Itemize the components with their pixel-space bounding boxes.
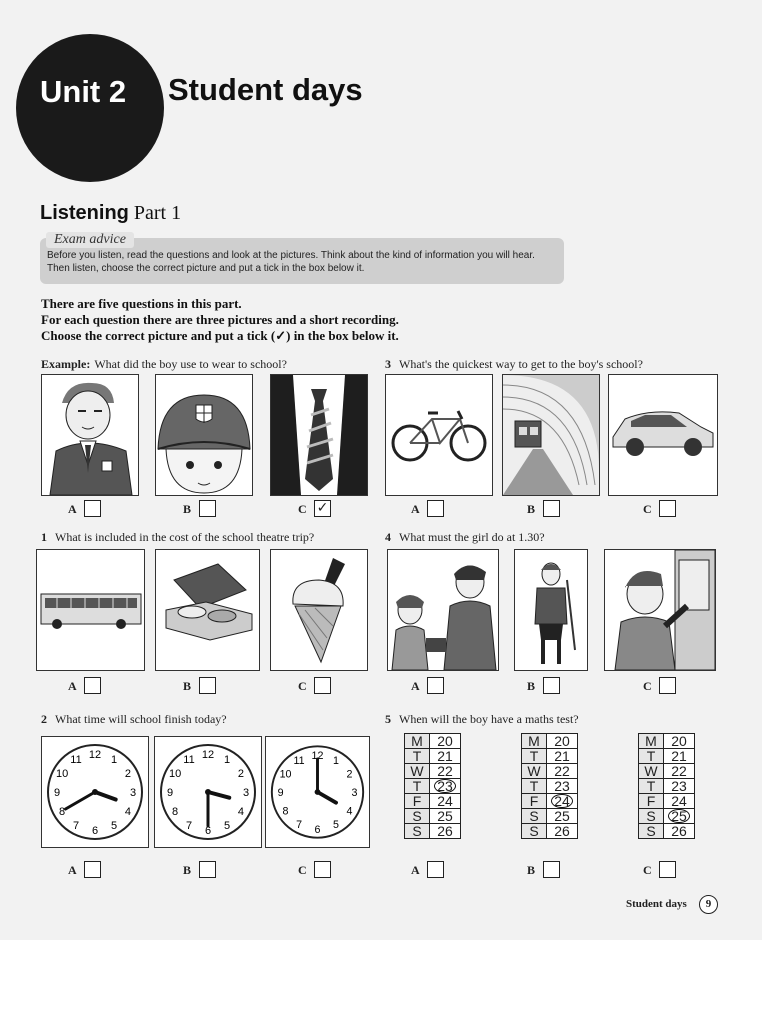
- picture-bicycle: [385, 374, 493, 496]
- picture-clock-a: [41, 736, 149, 848]
- calendar-date: 23: [547, 779, 578, 794]
- picture-clock-b: [154, 736, 262, 848]
- calendar-row: [522, 824, 578, 839]
- instruction-line-3: Choose the correct picture and put a tick (✓) in the box below it.: [41, 328, 399, 343]
- calendar-row: [522, 794, 578, 809]
- calendar-date: 25: [430, 809, 461, 824]
- clock-numeral: 10: [279, 768, 292, 781]
- answer-checkbox-4-a[interactable]: [427, 677, 444, 694]
- circled-date: 25: [668, 809, 690, 823]
- clock-numeral: 7: [296, 818, 303, 831]
- calendar-day: S: [522, 824, 547, 839]
- question-text: What's the quickest way to get to the boy's school?: [399, 357, 643, 371]
- option-c-label: C: [298, 502, 307, 516]
- answer-checkbox-example-b[interactable]: [199, 500, 216, 517]
- calendar-day: F: [522, 794, 547, 809]
- question-text: What is included in the cost of the school theatre trip?: [55, 530, 315, 544]
- circled-date: 23: [434, 779, 456, 793]
- question-number: 5: [385, 712, 391, 726]
- question-1: [41, 530, 314, 545]
- calendar-day: T: [405, 749, 430, 764]
- calendar-date: 20: [430, 734, 461, 749]
- unit-label: Unit 2: [40, 74, 127, 109]
- clock-numeral: 8: [172, 806, 179, 818]
- option-a-label: A: [68, 679, 77, 693]
- calendar-day: T: [639, 779, 664, 794]
- calendar-row: [639, 749, 695, 764]
- answer-checkbox-4-c[interactable]: [659, 677, 676, 694]
- option-c-label: C: [643, 502, 652, 516]
- clock-numeral: 12: [201, 749, 215, 761]
- clock-numeral: 5: [110, 819, 118, 832]
- calendar-row: [405, 809, 461, 824]
- option-a-label: A: [68, 863, 77, 877]
- picture-ice-cream: [270, 549, 368, 671]
- picture-car: [608, 374, 718, 496]
- clock-numeral: 8: [282, 805, 289, 818]
- answer-checkbox-example-c[interactable]: ✓: [314, 500, 331, 517]
- calendar-row: [405, 779, 461, 794]
- clock-numeral: 8: [59, 806, 66, 818]
- calendar-row: [405, 824, 461, 839]
- calendar-date: [664, 809, 695, 824]
- answer-checkbox-2-a[interactable]: [84, 861, 101, 878]
- answer-checkbox-5-a[interactable]: [427, 861, 444, 878]
- answer-checkbox-4-b[interactable]: [543, 677, 560, 694]
- exam-advice-label: Exam advice: [46, 232, 134, 248]
- calendar-row: [405, 764, 461, 779]
- calendar-day: T: [522, 779, 547, 794]
- picture-girl-hockey: [514, 549, 588, 671]
- question-5: [385, 712, 579, 727]
- section-title-part: Part 1: [133, 202, 182, 224]
- answer-checkbox-example-a[interactable]: [84, 500, 101, 517]
- option-b-label: B: [527, 679, 536, 693]
- calendar-row: [639, 764, 695, 779]
- calendar-date: 23: [664, 779, 695, 794]
- answer-checkbox-3-c[interactable]: [659, 500, 676, 517]
- calendar-row: [639, 734, 695, 749]
- calendar-row: [639, 794, 695, 809]
- calendar-day: S: [405, 824, 430, 839]
- calendar-c: [638, 733, 695, 839]
- calendar-date: 26: [547, 824, 578, 839]
- calendar-day: T: [639, 749, 664, 764]
- calendar-date: 24: [664, 794, 695, 809]
- calendar-day: S: [639, 809, 664, 824]
- clock-numeral: 10: [168, 768, 182, 780]
- instruction-line-2: For each question there are three pictures and a short recording.: [41, 312, 399, 327]
- clock-numeral: 9: [277, 786, 284, 799]
- option-b-label: B: [183, 679, 192, 693]
- picture-girl-and-teacher: [387, 549, 499, 671]
- calendar-row: [522, 749, 578, 764]
- example-prefix: Example:: [41, 357, 91, 371]
- option-a-label: A: [411, 863, 420, 877]
- clock-numeral: 7: [185, 819, 193, 832]
- picture-clock-c: [265, 736, 370, 848]
- calendar-date: 26: [664, 824, 695, 839]
- question-2: [41, 712, 227, 727]
- option-b-label: B: [183, 863, 192, 877]
- calendar-row: [522, 809, 578, 824]
- clock-numeral: 12: [311, 749, 324, 762]
- instructions: [41, 296, 399, 344]
- option-b-label: B: [527, 863, 536, 877]
- option-c-label: C: [298, 679, 307, 693]
- calendar-date: 25: [547, 809, 578, 824]
- clock-center: [205, 789, 211, 795]
- clock-numeral: 3: [129, 787, 137, 799]
- clock-numeral: 7: [72, 819, 80, 832]
- calendar-date: 22: [547, 764, 578, 779]
- question-number: 4: [385, 530, 391, 544]
- option-a-label: A: [68, 502, 77, 516]
- calendar-row: [405, 734, 461, 749]
- calendar-row: [405, 749, 461, 764]
- answer-checkbox-2-b[interactable]: [199, 861, 216, 878]
- option-a-label: A: [411, 502, 420, 516]
- calendar-row: [522, 734, 578, 749]
- calendar-row: [639, 809, 695, 824]
- clock-numeral: 4: [346, 805, 353, 818]
- calendar-day: W: [639, 764, 664, 779]
- picture-boy-in-cap: [155, 374, 253, 496]
- picture-coach: [36, 549, 145, 671]
- picture-girl-at-door: [604, 549, 716, 671]
- calendar-b: [521, 733, 578, 839]
- clock-numeral: 10: [55, 768, 69, 780]
- picture-lunchbox: [155, 549, 260, 671]
- footer-text: Student days: [626, 898, 687, 910]
- calendar-day: F: [639, 794, 664, 809]
- calendar-a: [404, 733, 461, 839]
- clock-numeral: 4: [124, 806, 131, 818]
- calendar-day: T: [405, 779, 430, 794]
- calendar-day: M: [405, 734, 430, 749]
- question-number: 3: [385, 357, 391, 371]
- picture-tie: [270, 374, 368, 496]
- answer-checkbox-1-b[interactable]: [199, 677, 216, 694]
- clock-numeral: 3: [242, 787, 250, 799]
- clock-numeral: 2: [124, 768, 131, 780]
- clock-numeral: 6: [204, 825, 212, 837]
- option-c-label: C: [643, 679, 652, 693]
- calendar-date: 21: [547, 749, 578, 764]
- question-number: 2: [41, 712, 47, 726]
- option-a-label: A: [411, 679, 420, 693]
- clock-numeral: 9: [166, 787, 174, 799]
- answer-checkbox-5-b[interactable]: [543, 861, 560, 878]
- option-c-label: C: [298, 863, 307, 877]
- calendar-day: M: [522, 734, 547, 749]
- unit-title: Student days: [168, 72, 363, 107]
- clock-numeral: 11: [183, 754, 195, 767]
- clock-numeral: 5: [332, 818, 339, 831]
- answer-checkbox-1-a[interactable]: [84, 677, 101, 694]
- question-4: [385, 530, 545, 545]
- calendar-day: S: [405, 809, 430, 824]
- clock-numeral: 9: [53, 787, 61, 799]
- question-text: What did the boy use to wear to school?: [94, 357, 287, 371]
- clock-numeral: 1: [223, 754, 231, 767]
- clock-numeral: 1: [332, 754, 339, 767]
- clock-center: [315, 789, 321, 795]
- answer-checkbox-1-c[interactable]: [314, 677, 331, 694]
- question-text: What time will school finish today?: [55, 712, 227, 726]
- clock-numeral: 6: [91, 825, 99, 837]
- instruction-line-1: There are five questions in this part.: [41, 296, 242, 311]
- clock-center: [92, 789, 98, 795]
- circled-date: 24: [551, 794, 573, 808]
- calendar-day: W: [405, 764, 430, 779]
- option-b-label: B: [183, 502, 192, 516]
- calendar-day: S: [522, 809, 547, 824]
- question-number: 1: [41, 530, 47, 544]
- answer-checkbox-3-b[interactable]: [543, 500, 560, 517]
- calendar-date: 21: [430, 749, 461, 764]
- option-c-label: C: [643, 863, 652, 877]
- calendar-day: M: [639, 734, 664, 749]
- calendar-row: [522, 779, 578, 794]
- answer-checkbox-3-a[interactable]: [427, 500, 444, 517]
- clock-numeral: 3: [351, 786, 358, 799]
- calendar-row: [405, 794, 461, 809]
- calendar-date: 22: [430, 764, 461, 779]
- question-text: What must the girl do at 1.30?: [399, 530, 545, 544]
- picture-boy-in-blazer: [41, 374, 139, 496]
- calendar-date: 20: [664, 734, 695, 749]
- clock-numeral: 12: [88, 749, 102, 761]
- calendar-date: 20: [547, 734, 578, 749]
- calendar-row: [639, 779, 695, 794]
- section-title: [40, 202, 181, 225]
- calendar-row: [639, 824, 695, 839]
- page-number: 9: [699, 895, 718, 914]
- question-text: When will the boy have a maths test?: [399, 712, 579, 726]
- calendar-date: 22: [664, 764, 695, 779]
- clock-numeral: 5: [223, 819, 231, 832]
- calendar-day: W: [522, 764, 547, 779]
- calendar-day: T: [522, 749, 547, 764]
- clock-numeral: 11: [70, 754, 82, 767]
- clock-numeral: 2: [346, 768, 353, 781]
- picture-underground-train: [502, 374, 600, 496]
- calendar-date: [430, 779, 461, 794]
- page-margin: [0, 940, 768, 1024]
- calendar-day: S: [639, 824, 664, 839]
- exam-advice-text: Before you listen, read the questions and look at the pictures. Think about the kind of information you will hear. Then listen, choose the correct picture and put a tick in the box below it.: [47, 250, 535, 274]
- answer-checkbox-5-c[interactable]: [659, 861, 676, 878]
- question-example: [41, 357, 287, 372]
- option-b-label: B: [527, 502, 536, 516]
- clock-numeral: 11: [293, 754, 305, 767]
- clock-numeral: 1: [110, 754, 118, 767]
- question-3: [385, 357, 643, 372]
- clock-numeral: 6: [314, 823, 321, 836]
- calendar-date: 21: [664, 749, 695, 764]
- calendar-date: [547, 794, 578, 809]
- answer-checkbox-2-c[interactable]: [314, 861, 331, 878]
- calendar-day: F: [405, 794, 430, 809]
- calendar-row: [522, 764, 578, 779]
- section-title-bold: Listening: [40, 202, 129, 224]
- clock-numeral: 2: [237, 768, 244, 780]
- calendar-date: 24: [430, 794, 461, 809]
- clock-numeral: 4: [237, 806, 244, 818]
- calendar-date: 26: [430, 824, 461, 839]
